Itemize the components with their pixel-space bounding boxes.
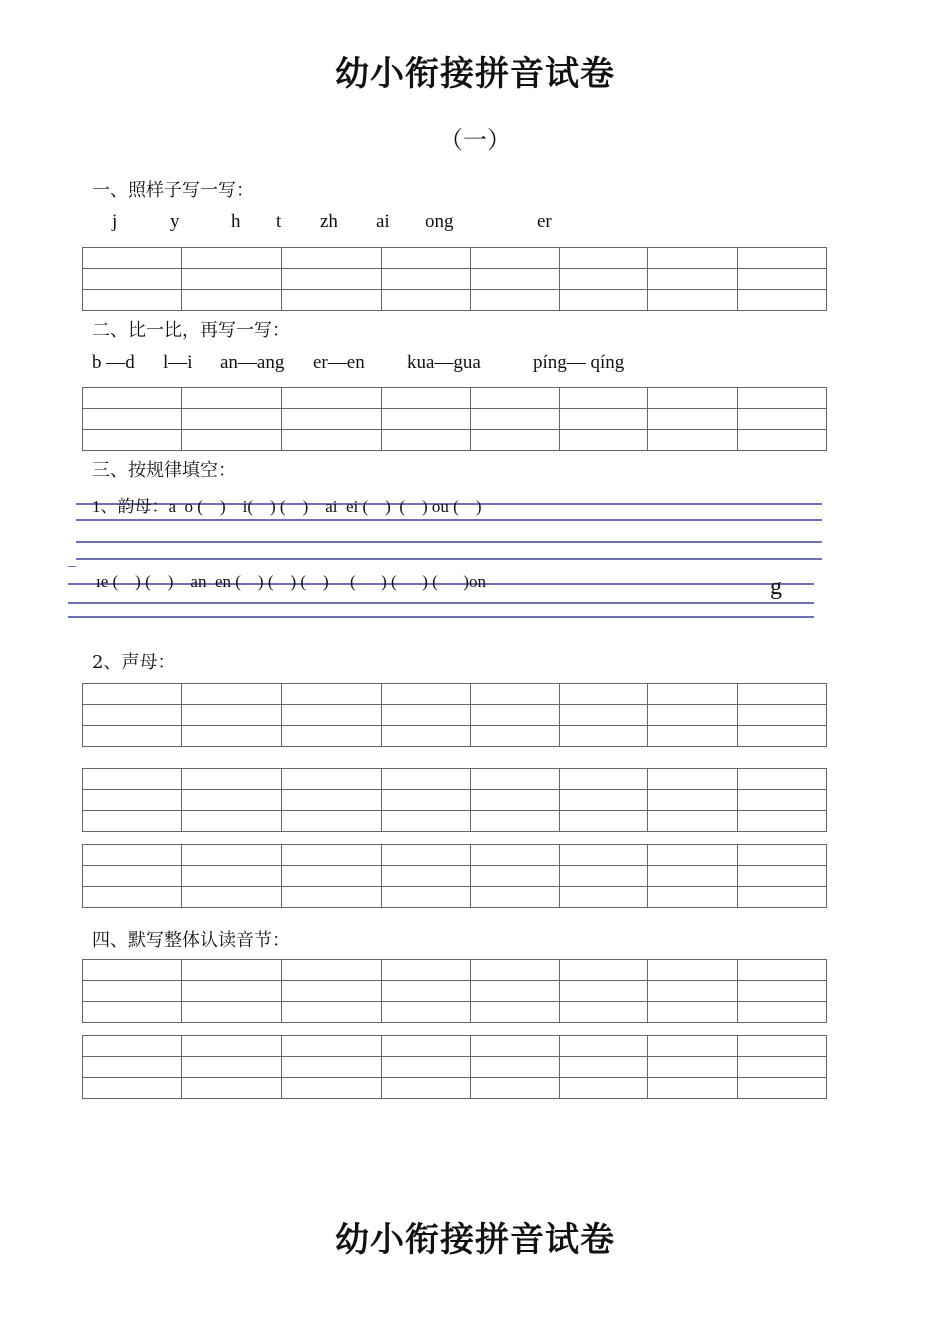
letter: ai — [376, 211, 390, 232]
staff-line — [76, 541, 822, 543]
section2-heading: 二、比一比，再写一写： — [92, 320, 290, 341]
page-subtitle: （一） — [439, 126, 511, 154]
pair: an—ang — [220, 352, 285, 373]
writing-grid[interactable] — [82, 844, 827, 908]
vowel-sequence-line2: ıe ( ) ( ) an en ( ) ( ) ( ) ( ) ( ) ( )on — [96, 572, 486, 591]
staff-line — [76, 519, 822, 521]
vowel-sequence-line1: 1、韵母：a o ( ) i( ) ( ) ai ei ( ) ( ) ou ( ) — [92, 497, 482, 516]
next-page-title: 幼小衔接拼音试卷 — [335, 1220, 615, 1260]
letter: h — [231, 211, 241, 232]
staff-line — [68, 602, 814, 604]
section3-heading: 三、按规律填空： — [92, 460, 236, 481]
staff-line — [68, 616, 814, 618]
letter: y — [170, 211, 180, 232]
writing-grid[interactable] — [82, 959, 827, 1023]
page-title: 幼小衔接拼音试卷 — [335, 54, 615, 94]
writing-grid[interactable] — [82, 387, 827, 451]
writing-grid[interactable] — [82, 247, 827, 311]
staff-line — [76, 558, 822, 560]
staff-line-stub — [68, 566, 76, 567]
writing-grid[interactable] — [82, 683, 827, 747]
pair: kua—gua — [407, 352, 481, 373]
letter: t — [276, 211, 282, 232]
pair: er—en — [313, 352, 365, 373]
section1-heading: 一、照样子写一写： — [92, 180, 254, 201]
writing-grid[interactable] — [82, 768, 827, 832]
section3-sub2-heading: 2、声母： — [92, 652, 176, 673]
letter: ong — [425, 211, 454, 232]
pair: píng— qíng — [533, 352, 625, 373]
section4-heading: 四、默写整体认读音节： — [92, 930, 290, 951]
letter: er — [537, 211, 552, 232]
letter: zh — [320, 211, 338, 232]
writing-grid[interactable] — [82, 1035, 827, 1099]
stray-letter: g — [770, 574, 782, 600]
pair: l—i — [163, 352, 193, 373]
letter: j — [112, 211, 118, 232]
pair: b —d — [92, 352, 135, 373]
